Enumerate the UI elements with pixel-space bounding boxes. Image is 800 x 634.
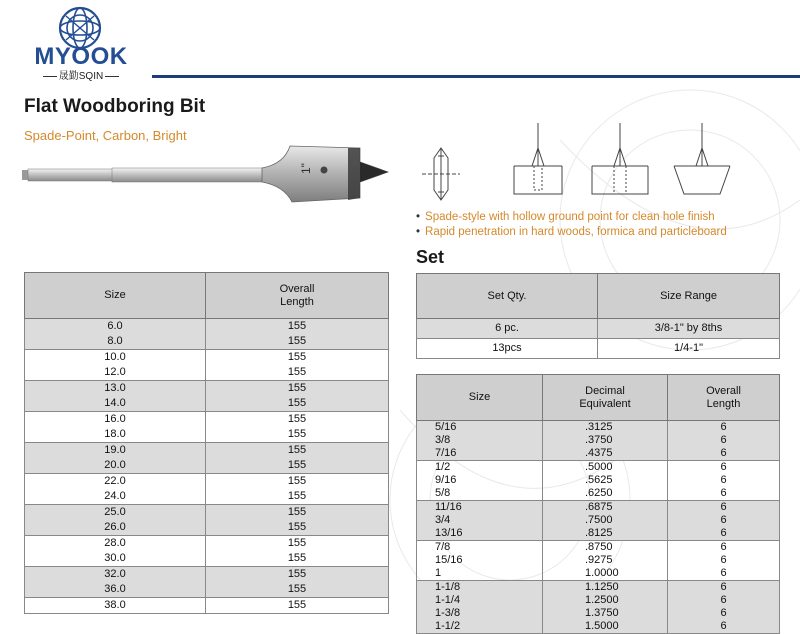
table-cell: 13/16 (417, 527, 543, 541)
table-cell: 155 (206, 381, 389, 397)
table-cell: .8750 (543, 541, 668, 555)
table-cell: 6 (668, 594, 780, 607)
table-cell: .6875 (543, 501, 668, 515)
table-row (25, 381, 389, 397)
table-cell: 9/16 (417, 474, 543, 487)
table-row (25, 350, 389, 366)
table-cell: 1.0000 (543, 567, 668, 581)
table-row (417, 620, 780, 634)
table-cell: 19.0 (25, 443, 206, 459)
table-cell: 6 (668, 461, 780, 475)
table-cell: 14.0 (25, 396, 206, 412)
table-cell: 155 (206, 458, 389, 474)
table-cell: 7/8 (417, 541, 543, 555)
table-cell: 11/16 (417, 501, 543, 515)
table-cell: 6 (668, 554, 780, 567)
table-row (417, 487, 780, 501)
table-row (25, 474, 389, 490)
table-cell: 1-1/8 (417, 581, 543, 595)
table-cell: 3/8-1" by 8ths (598, 319, 780, 339)
table-row (417, 339, 780, 359)
table-row (25, 489, 389, 505)
table-row (417, 514, 780, 527)
table-cell: 15/16 (417, 554, 543, 567)
table-cell: 32.0 (25, 567, 206, 583)
table-cell: 155 (206, 598, 389, 614)
header-size: Size (417, 375, 543, 421)
table-row (25, 536, 389, 552)
table-cell: .5625 (543, 474, 668, 487)
table-cell: 155 (206, 365, 389, 381)
table-cell: 155 (206, 582, 389, 598)
fractional-size-table-body (417, 421, 780, 634)
table-cell: 155 (206, 505, 389, 521)
table-cell: 13.0 (25, 381, 206, 397)
table-cell: 38.0 (25, 598, 206, 614)
table-row (417, 567, 780, 581)
table-row (25, 334, 389, 350)
table-row (417, 527, 780, 541)
table-cell: .9275 (543, 554, 668, 567)
table-cell: 1-1/4 (417, 594, 543, 607)
table-row (25, 505, 389, 521)
table-row (25, 598, 389, 614)
table-cell: 6 (668, 487, 780, 501)
feature-list (416, 210, 727, 240)
header-overall-length: Overall Length (206, 273, 389, 319)
table-cell: 8.0 (25, 334, 206, 350)
header-decimal-equivalent: Decimal Equivalent (543, 375, 668, 421)
table-cell: 155 (206, 474, 389, 490)
metric-size-table-body (25, 319, 389, 614)
table-cell: 13pcs (417, 339, 598, 359)
table-cell: 18.0 (25, 427, 206, 443)
table-cell: 6 (668, 567, 780, 581)
table-cell: 1.1250 (543, 581, 668, 595)
table-cell: 1/4-1" (598, 339, 780, 359)
table-cell: .7500 (543, 514, 668, 527)
table-cell: 6 pc. (417, 319, 598, 339)
table-row (25, 396, 389, 412)
table-cell: 5/8 (417, 487, 543, 501)
header-set-qty: Set Qty. (417, 274, 598, 319)
table-row (417, 554, 780, 567)
table-cell: .6250 (543, 487, 668, 501)
table-row (417, 319, 780, 339)
table-cell: 10.0 (25, 350, 206, 366)
table-cell: 155 (206, 319, 389, 335)
table-cell: 1-1/2 (417, 620, 543, 634)
table-row (25, 412, 389, 428)
table-cell: 155 (206, 350, 389, 366)
table-cell: 6 (668, 434, 780, 447)
page-subtitle: Spade-Point, Carbon, Bright (24, 128, 187, 143)
bit-profile-diagrams (408, 118, 800, 210)
table-cell: 5/16 (417, 421, 543, 435)
table-row (417, 474, 780, 487)
header-size: Size (25, 273, 206, 319)
table-cell: 155 (206, 334, 389, 350)
header-size-range: Size Range (598, 274, 780, 319)
table-cell: 6 (668, 447, 780, 461)
bit-size-marking: 1" (299, 163, 313, 174)
table-cell: 24.0 (25, 489, 206, 505)
logo-subtext: 晟勤SQIN (30, 71, 132, 83)
table-row (417, 447, 780, 461)
table-cell: 6 (668, 581, 780, 595)
table-row (25, 427, 389, 443)
table-cell: .5000 (543, 461, 668, 475)
table-cell: 12.0 (25, 365, 206, 381)
table-cell: 1.2500 (543, 594, 668, 607)
table-cell: 6 (668, 607, 780, 620)
table-cell: 36.0 (25, 582, 206, 598)
table-row (417, 581, 780, 595)
table-cell: 16.0 (25, 412, 206, 428)
table-cell: 1 (417, 567, 543, 581)
table-cell: 28.0 (25, 536, 206, 552)
feature-item: • Spade-style with hollow ground point for clean hole finish (416, 210, 727, 225)
table-cell: 25.0 (25, 505, 206, 521)
table-cell: 155 (206, 443, 389, 459)
table-row (25, 520, 389, 536)
table-cell: 6 (668, 514, 780, 527)
table-cell: 155 (206, 427, 389, 443)
table-cell: 155 (206, 567, 389, 583)
table-cell: 1-3/8 (417, 607, 543, 620)
table-cell: 6 (668, 421, 780, 435)
logo-wordmark: MYOOK (34, 43, 128, 70)
table-cell: 6 (668, 620, 780, 634)
table-cell: .8125 (543, 527, 668, 541)
table-row (417, 434, 780, 447)
table-row (25, 365, 389, 381)
table-cell: 6 (668, 501, 780, 515)
table-cell: 26.0 (25, 520, 206, 536)
set-table-body (417, 319, 780, 359)
set-table (416, 273, 780, 359)
table-cell: 20.0 (25, 458, 206, 474)
table-cell: 1/2 (417, 461, 543, 475)
table-cell: 3/8 (417, 434, 543, 447)
table-cell: 1.5000 (543, 620, 668, 634)
table-cell: 3/4 (417, 514, 543, 527)
page-title: Flat Woodboring Bit (24, 96, 206, 117)
table-cell: 22.0 (25, 474, 206, 490)
table-cell: 30.0 (25, 551, 206, 567)
table-cell: 155 (206, 412, 389, 428)
table-row (25, 458, 389, 474)
table-cell: 155 (206, 536, 389, 552)
header-rule (152, 75, 800, 78)
table-row (417, 541, 780, 555)
spade-bit-illustration (22, 142, 394, 212)
table-cell: 6.0 (25, 319, 206, 335)
table-cell: 6 (668, 474, 780, 487)
table-row (417, 421, 780, 435)
table-cell: 6 (668, 527, 780, 541)
table-cell: .3750 (543, 434, 668, 447)
table-row (417, 461, 780, 475)
table-cell: 155 (206, 551, 389, 567)
table-cell: 7/16 (417, 447, 543, 461)
table-cell: .4375 (543, 447, 668, 461)
header-overall-length: Overall Length (668, 375, 780, 421)
table-row (25, 443, 389, 459)
metric-size-table (24, 272, 389, 614)
table-row (25, 567, 389, 583)
fractional-size-table (416, 374, 780, 634)
table-row (25, 551, 389, 567)
feature-item: • Rapid penetration in hard woods, formica and particleboard (416, 225, 727, 240)
table-row (25, 582, 389, 598)
table-cell: 6 (668, 541, 780, 555)
table-cell: 155 (206, 520, 389, 536)
table-row (417, 594, 780, 607)
table-cell: 155 (206, 489, 389, 505)
table-cell: .3125 (543, 421, 668, 435)
table-row (25, 319, 389, 335)
table-row (417, 607, 780, 620)
table-row (417, 501, 780, 515)
table-cell: 1.3750 (543, 607, 668, 620)
set-heading: Set (416, 247, 445, 267)
table-cell: 155 (206, 396, 389, 412)
